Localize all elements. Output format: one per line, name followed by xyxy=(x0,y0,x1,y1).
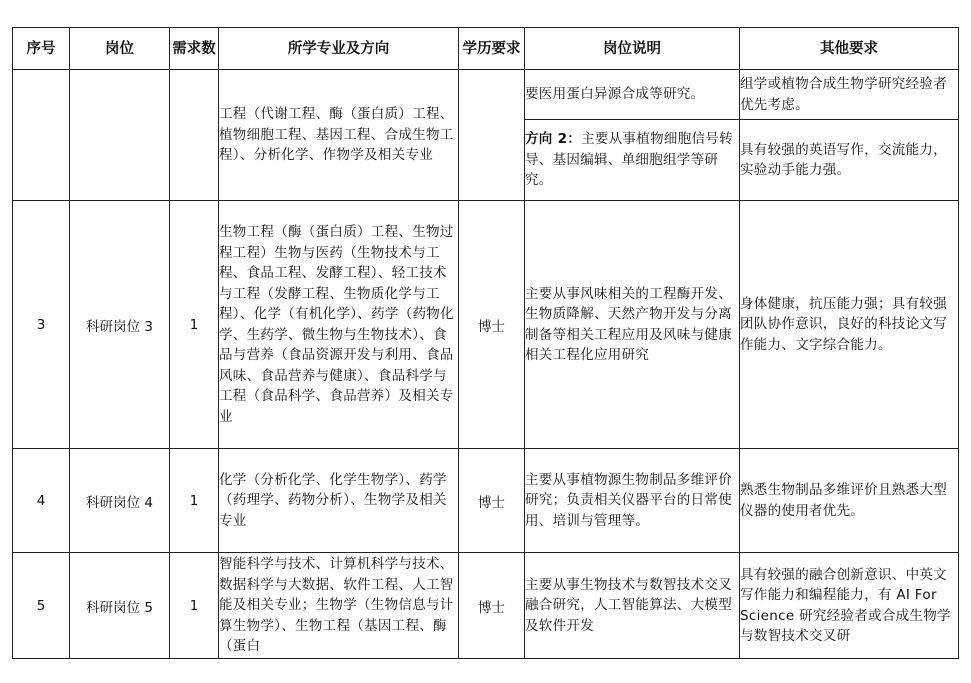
table-row xyxy=(13,70,959,120)
cell-seq: 4 xyxy=(13,449,70,553)
cell-desc: 主要从事风味相关的工程酶开发、生物质降解、天然产物开发与分离制备等相关工程应用及风味与健康相关工程化应用研究 xyxy=(525,201,740,449)
cell-degree: 博士 xyxy=(459,449,525,553)
header-desc: 岗位说明 xyxy=(525,28,740,70)
cell-desc: 主要从事植物源生物制品多维评价研究；负责相关仪器平台的日常使用、培训与管理等。 xyxy=(525,449,740,553)
header-other: 其他要求 xyxy=(740,28,959,70)
cell-seq xyxy=(13,70,70,201)
header-seq: 序号 xyxy=(13,28,70,70)
cell-position: 科研岗位 4 xyxy=(70,449,170,553)
cell-major: 工程（代谢工程、酶（蛋白质）工程、植物细胞工程、基因工程、合成生物工程）、分析化学、作物学及相关专业 xyxy=(219,70,459,201)
cell-other: 熟悉生物制品多维评价且熟悉大型仪器的使用者优先。 xyxy=(740,449,959,553)
recruitment-table xyxy=(12,27,959,659)
table-row xyxy=(13,449,959,553)
cell-degree: 博士 xyxy=(459,201,525,449)
cell-other: 具有较强的英语写作，交流能力，实验动手能力强。 xyxy=(740,120,959,201)
direction-text: 主要从事植物细胞信号转导、基因编辑、单细胞组学等研究。 xyxy=(525,131,733,189)
cell-position xyxy=(70,70,170,201)
cell-position: 科研岗位 3 xyxy=(70,201,170,449)
direction-label: 方向 2： xyxy=(525,131,582,148)
cell-major: 智能科学与技术、计算机科学与技术、数据科学与大数据、软件工程、人工智能及相关专业；生物学（生物信息与计算生物学）、生物工程（基因工程、酶（蛋白 xyxy=(219,553,459,659)
header-position: 岗位 xyxy=(70,28,170,70)
cell-other: 具有较强的融合创新意识、中英文写作能力和编程能力，有 AI For Science 研究经验者或合成生物学与数智技术交叉研 xyxy=(740,553,959,659)
header-count: 需求数 xyxy=(170,28,219,70)
cell-major: 生物工程（酶（蛋白质）工程、生物过程工程）生物与医药（生物技术与工程、食品工程、发酵工程）、轻工技术与工程（发酵工程、生物质化学与工程）、化学（有机化学）、药学（药物化学、生药学、微生物与生物技术）、食品与营养（食品资源开发与利用、食品风味、食品营养与健康）、食品科学与工程（食品科学、食品营养）及相关专业 xyxy=(219,201,459,449)
cell-desc: 主要从事生物技术与数智技术交叉融合研究，人工智能算法、大模型及软件开发 xyxy=(525,553,740,659)
cell-position: 科研岗位 5 xyxy=(70,553,170,659)
cell-count xyxy=(170,70,219,201)
cell-major: 化学（分析化学、化学生物学）、药学（药理学、药物分析）、生物学及相关专业 xyxy=(219,449,459,553)
cell-desc-direction-2 xyxy=(525,120,740,201)
cell-other: 组学或植物合成生物学研究经验者优先考虑。 xyxy=(740,70,959,120)
cell-count: 1 xyxy=(170,201,219,449)
table-row xyxy=(13,553,959,659)
header-major: 所学专业及方向 xyxy=(219,28,459,70)
cell-degree: 博士 xyxy=(459,553,525,659)
cell-degree xyxy=(459,70,525,201)
cell-seq: 5 xyxy=(13,553,70,659)
header-degree: 学历要求 xyxy=(459,28,525,70)
table-row xyxy=(13,201,959,449)
cell-seq: 3 xyxy=(13,201,70,449)
cell-other: 身体健康，抗压能力强；具有较强团队协作意识，良好的科技论文写作能力、文字综合能力。 xyxy=(740,201,959,449)
cell-desc: 要医用蛋白异源合成等研究。 xyxy=(525,70,740,120)
header-row xyxy=(13,28,959,70)
cell-count: 1 xyxy=(170,449,219,553)
cell-count: 1 xyxy=(170,553,219,659)
